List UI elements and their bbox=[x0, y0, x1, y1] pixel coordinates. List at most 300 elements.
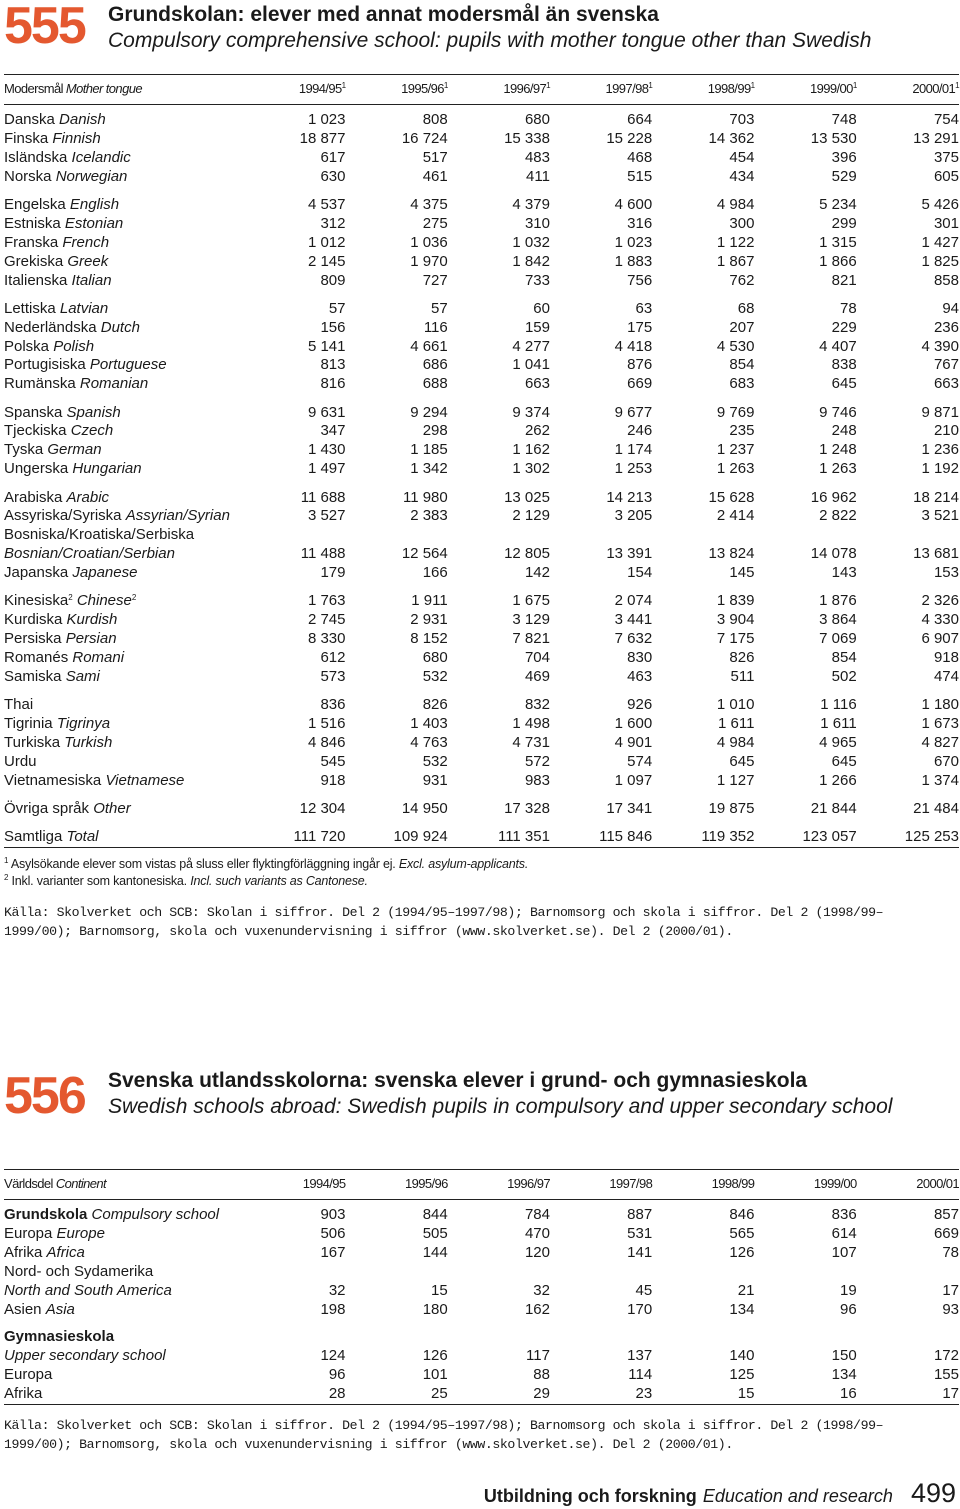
cell-value: 454 bbox=[729, 148, 755, 166]
gap-cell bbox=[4, 394, 959, 403]
row-label-en: North and South America bbox=[4, 1281, 172, 1299]
cell-value: 134 bbox=[729, 1300, 755, 1318]
row-label bbox=[4, 375, 263, 394]
footnote-marker: 1 bbox=[648, 81, 653, 91]
row-label bbox=[4, 734, 263, 753]
table-row bbox=[4, 149, 959, 168]
cell-value bbox=[448, 1328, 550, 1347]
cell-value: 126 bbox=[422, 1347, 448, 1365]
cell-value: 505 bbox=[422, 1224, 448, 1242]
cell-value: 13 025 bbox=[504, 488, 550, 506]
cell-value: 617 bbox=[320, 148, 346, 166]
row-label-sv: Europa bbox=[4, 1224, 53, 1242]
table-row bbox=[4, 753, 959, 772]
cell-value: 813 bbox=[320, 356, 346, 374]
table-row bbox=[4, 1301, 959, 1320]
row-label-en: Latvian bbox=[59, 299, 109, 317]
cell-value: 836 bbox=[831, 1206, 857, 1223]
cell-value: 515 bbox=[627, 167, 653, 185]
table-row bbox=[4, 772, 959, 791]
year-label: 1994/95 bbox=[298, 81, 342, 97]
table-row bbox=[4, 196, 959, 215]
cell-value: 1 185 bbox=[410, 441, 448, 459]
cell-value: 686 bbox=[422, 356, 448, 374]
cell-value bbox=[346, 1263, 448, 1282]
gap-cell bbox=[4, 1319, 959, 1328]
row-label bbox=[4, 130, 263, 149]
cell-value: 4 661 bbox=[410, 337, 448, 355]
footer-section-en: Education and research bbox=[702, 1486, 893, 1506]
cell-value: 45 bbox=[635, 1281, 653, 1299]
row-label-en: Estonian bbox=[64, 214, 124, 232]
row-label-sv: Italienska bbox=[4, 271, 68, 289]
cell-value: 32 bbox=[533, 1281, 550, 1299]
cell-value: 13 824 bbox=[708, 545, 755, 563]
cell-value: 9 746 bbox=[819, 403, 857, 421]
cell-value: 4 901 bbox=[614, 733, 653, 751]
cell-value: 4 390 bbox=[921, 337, 959, 355]
row-label-sv: Vietnamesiska bbox=[4, 771, 102, 789]
row-label-sv: Japanska bbox=[4, 564, 69, 582]
cell-value: 463 bbox=[627, 667, 653, 685]
table-title-en: Swedish schools abroad: Swedish pupils in compulsory and upper secondary school bbox=[108, 1095, 893, 1118]
cell-value: 18 214 bbox=[913, 488, 959, 506]
cell-value: 434 bbox=[729, 167, 755, 185]
cell-value: 4 827 bbox=[921, 733, 959, 751]
table-row bbox=[4, 668, 959, 687]
footnote-marker: 1 bbox=[852, 81, 857, 91]
cell-value: 748 bbox=[831, 111, 857, 128]
row-label bbox=[4, 111, 263, 130]
column-header-year bbox=[652, 75, 754, 105]
cell-value: 123 057 bbox=[754, 828, 856, 847]
table-row bbox=[4, 272, 959, 291]
table-row bbox=[4, 1263, 959, 1282]
cell-value: 78 bbox=[839, 299, 857, 317]
cell-value bbox=[448, 1263, 550, 1282]
row-label-sv: Polska bbox=[4, 337, 50, 355]
cell-value: 310 bbox=[524, 214, 550, 232]
cell-value: 532 bbox=[422, 667, 448, 685]
page-number: 499 bbox=[910, 1478, 956, 1508]
cell-value: 565 bbox=[729, 1224, 755, 1242]
cell-value: 7 175 bbox=[716, 630, 755, 648]
cell-value: 57 bbox=[328, 299, 346, 317]
row-label-sv: Asien bbox=[4, 1300, 42, 1318]
cell-value: 4 407 bbox=[819, 337, 857, 355]
row-label bbox=[4, 1206, 263, 1225]
cell-value: 1 763 bbox=[307, 592, 346, 610]
row-label-sv: Tyska bbox=[4, 441, 44, 459]
column-label-sv: Världsdel bbox=[4, 1176, 53, 1192]
row-label bbox=[4, 338, 263, 357]
cell-value: 2 074 bbox=[614, 592, 653, 610]
cell-value: 727 bbox=[422, 271, 448, 289]
cell-value: 2 383 bbox=[410, 507, 448, 525]
cell-value bbox=[550, 526, 652, 545]
cell-value bbox=[857, 526, 959, 545]
cell-value: 1 012 bbox=[307, 233, 346, 251]
cell-value: 125 253 bbox=[857, 828, 959, 847]
row-label-en: Dutch bbox=[100, 318, 140, 336]
cell-value: 1 876 bbox=[819, 592, 857, 610]
row-label-sv: Övriga språk bbox=[4, 799, 90, 817]
cell-value: 4 537 bbox=[307, 195, 346, 213]
row-gap bbox=[4, 791, 959, 800]
cell-value: 60 bbox=[533, 299, 550, 317]
cell-value: 262 bbox=[524, 422, 550, 440]
cell-value: 733 bbox=[524, 271, 550, 289]
table-title-sv: Svenska utlandsskolorna: svenska elever i grund- och gymnasieskola bbox=[108, 1069, 808, 1092]
row-label-sv: Arabiska bbox=[4, 488, 63, 506]
gap-cell bbox=[4, 583, 959, 592]
cell-value: 13 391 bbox=[606, 545, 653, 563]
row-label bbox=[4, 422, 263, 441]
cell-value: 4 418 bbox=[614, 337, 653, 355]
cell-value: 21 484 bbox=[913, 799, 959, 817]
cell-value: 704 bbox=[524, 649, 550, 667]
cell-value: 4 984 bbox=[716, 733, 755, 751]
row-gap bbox=[4, 583, 959, 592]
row-label-en: Assyrian/Syrian bbox=[125, 507, 230, 525]
cell-value: 529 bbox=[831, 167, 857, 185]
cell-value: 96 bbox=[839, 1300, 857, 1318]
table-row bbox=[4, 404, 959, 423]
cell-value: 116 bbox=[423, 318, 448, 336]
cell-value: 15 628 bbox=[708, 488, 755, 506]
year-label: 1994/95 bbox=[302, 1176, 346, 1192]
cell-value: 1 497 bbox=[307, 460, 346, 478]
cell-value: 9 294 bbox=[410, 403, 448, 421]
cell-value: 88 bbox=[533, 1366, 550, 1384]
cell-value: 12 304 bbox=[299, 799, 346, 817]
table-556 bbox=[4, 1169, 959, 1405]
cell-value: 3 904 bbox=[716, 611, 755, 629]
cell-value: 531 bbox=[627, 1224, 653, 1242]
row-label bbox=[4, 1225, 263, 1244]
row-label-sv: Afrika bbox=[4, 1385, 43, 1403]
cell-value: 844 bbox=[422, 1206, 448, 1223]
cell-value: 7 069 bbox=[819, 630, 857, 648]
cell-value: 9 631 bbox=[307, 403, 346, 421]
table-556-heading bbox=[4, 1067, 908, 1125]
cell-value: 298 bbox=[422, 422, 448, 440]
cell-value: 246 bbox=[627, 422, 653, 440]
column-header-year bbox=[448, 75, 550, 105]
cell-value bbox=[346, 1328, 448, 1347]
row-label bbox=[4, 168, 263, 187]
table-header bbox=[4, 75, 959, 105]
cell-value: 2 145 bbox=[307, 252, 346, 270]
cell-value: 111 720 bbox=[263, 828, 346, 847]
cell-value: 836 bbox=[320, 696, 346, 714]
cell-value: 612 bbox=[320, 649, 346, 667]
row-label bbox=[4, 715, 263, 734]
column-header-label bbox=[4, 1170, 263, 1200]
row-label-sv: Samiska bbox=[4, 667, 62, 685]
row-label-sv: Ungerska bbox=[4, 460, 69, 478]
column-label-en: Continent bbox=[55, 1176, 107, 1192]
row-label bbox=[4, 507, 263, 526]
source-note-555: Källa: Skolverket och SCB: Skolan i siffror. Del 2 (1994/95–1997/98); Barnomsorg och skola i siffror. Del 2 (1998/99–1999/00); Barnomsorg, skola och vuxenundervisning i siffror (www.skolverket.se). Del 2 (2000/01). bbox=[4, 905, 884, 939]
cell-value: 669 bbox=[933, 1224, 959, 1242]
cell-value: 2 745 bbox=[307, 611, 346, 629]
cell-value: 137 bbox=[627, 1347, 653, 1365]
row-label-sv: Estniska bbox=[4, 214, 61, 232]
cell-value bbox=[346, 526, 448, 545]
table-row bbox=[4, 338, 959, 357]
cell-value: 1 236 bbox=[921, 441, 959, 459]
row-label-sv: Tjeckiska bbox=[4, 422, 67, 440]
cell-value: 854 bbox=[831, 649, 857, 667]
cell-value: 4 984 bbox=[716, 195, 755, 213]
cell-value bbox=[263, 526, 346, 545]
row-label-en: Africa bbox=[46, 1243, 85, 1261]
cell-value: 1 498 bbox=[512, 715, 550, 733]
cell-value: 9 374 bbox=[512, 403, 550, 421]
cell-value: 1 023 bbox=[307, 111, 346, 128]
row-label-sv: Afrika bbox=[4, 1243, 43, 1261]
column-label-en: Mother tongue bbox=[65, 81, 142, 97]
cell-value: 857 bbox=[933, 1206, 959, 1223]
row-label-en: Total bbox=[66, 828, 99, 846]
gap-cell bbox=[4, 479, 959, 488]
cell-value: 469 bbox=[524, 667, 550, 685]
cell-value: 68 bbox=[737, 299, 755, 317]
cell-value: 316 bbox=[627, 214, 653, 232]
cell-value: 1 192 bbox=[921, 460, 959, 478]
row-label-en: Portuguese bbox=[89, 356, 167, 374]
cell-value: 3 864 bbox=[819, 611, 857, 629]
row-label-sv: Thai bbox=[4, 696, 34, 714]
year-label: 1999/00 bbox=[810, 81, 853, 97]
row-label-en: Asia bbox=[45, 1300, 75, 1318]
row-gap bbox=[4, 187, 959, 196]
cell-value: 545 bbox=[320, 752, 346, 770]
row-label bbox=[4, 1347, 263, 1366]
cell-value: 117 bbox=[526, 1347, 550, 1365]
cell-value: 683 bbox=[729, 375, 755, 393]
column-header-year bbox=[550, 1170, 652, 1200]
cell-value: 156 bbox=[320, 318, 346, 336]
cell-value: 15 bbox=[652, 1385, 754, 1404]
cell-value: 8 330 bbox=[307, 630, 346, 648]
footnote-marker: 1 bbox=[750, 81, 755, 91]
cell-value: 299 bbox=[831, 214, 857, 232]
row-label-sv: Isländska bbox=[4, 148, 68, 166]
cell-value: 14 950 bbox=[401, 799, 448, 817]
row-label-sv: Urdu bbox=[4, 752, 37, 770]
cell-value: 94 bbox=[942, 299, 959, 317]
cell-value: 1 866 bbox=[819, 252, 857, 270]
cell-value: 574 bbox=[627, 752, 653, 770]
cell-value: 172 bbox=[933, 1347, 959, 1365]
cell-value: 832 bbox=[524, 696, 550, 714]
table-row bbox=[4, 564, 959, 583]
cell-value: 1 911 bbox=[411, 592, 448, 610]
cell-value: 14 362 bbox=[708, 129, 755, 147]
cell-value: 474 bbox=[933, 667, 959, 685]
cell-value: 1 266 bbox=[819, 771, 857, 789]
row-label bbox=[4, 1263, 263, 1282]
cell-value: 830 bbox=[627, 649, 653, 667]
cell-value: 124 bbox=[320, 1347, 346, 1365]
column-header-year bbox=[550, 75, 652, 105]
cell-value: 140 bbox=[729, 1347, 755, 1365]
cell-value: 17 bbox=[942, 1281, 959, 1299]
row-label bbox=[4, 253, 263, 272]
column-header-label bbox=[4, 75, 263, 105]
cell-value: 125 bbox=[729, 1366, 755, 1384]
column-header-year bbox=[652, 1170, 754, 1200]
year-label: 2000/01 bbox=[916, 1176, 959, 1192]
cell-value: 2 414 bbox=[716, 507, 755, 525]
cell-value bbox=[448, 526, 550, 545]
row-label bbox=[4, 611, 263, 630]
cell-value: 144 bbox=[422, 1243, 448, 1261]
row-label bbox=[4, 800, 263, 819]
row-gap bbox=[4, 479, 959, 488]
cell-value: 1 041 bbox=[512, 356, 550, 374]
cell-value: 903 bbox=[320, 1206, 346, 1223]
row-label-sv: Samtliga bbox=[4, 828, 63, 846]
column-label-sv: Modersmål bbox=[4, 81, 63, 97]
row-label-en: Romani bbox=[72, 649, 125, 667]
gap-cell bbox=[4, 791, 959, 800]
row-label-sv: Romanés bbox=[4, 649, 69, 667]
cell-value: 14 213 bbox=[606, 488, 653, 506]
cell-value: 1 883 bbox=[614, 252, 653, 270]
cell-value: 663 bbox=[524, 375, 550, 393]
row-label bbox=[4, 489, 263, 508]
row-label-sv: Turkiska bbox=[4, 733, 61, 751]
cell-value bbox=[754, 526, 856, 545]
cell-value: 248 bbox=[831, 422, 857, 440]
table-555-heading bbox=[4, 0, 871, 54]
cell-value: 198 bbox=[320, 1300, 346, 1318]
row-label-en: Czech bbox=[70, 422, 114, 440]
cell-value: 32 bbox=[328, 1281, 346, 1299]
cell-value: 664 bbox=[627, 111, 653, 128]
cell-value: 159 bbox=[524, 318, 550, 336]
cell-value: 145 bbox=[729, 564, 755, 582]
row-label bbox=[4, 149, 263, 168]
row-label bbox=[4, 1244, 263, 1263]
table-row bbox=[4, 460, 959, 479]
cell-value: 808 bbox=[422, 111, 448, 128]
row-gap bbox=[4, 290, 959, 299]
table-row bbox=[4, 526, 959, 545]
cell-value: 614 bbox=[831, 1224, 857, 1242]
year-label: 1997/98 bbox=[609, 1176, 653, 1192]
cell-value: 1 374 bbox=[921, 771, 959, 789]
row-label bbox=[4, 441, 263, 460]
row-label-sv: Engelska bbox=[4, 195, 66, 213]
cell-value: 1 097 bbox=[614, 771, 653, 789]
cell-value: 13 291 bbox=[913, 129, 959, 147]
cell-value: 838 bbox=[831, 356, 857, 374]
cell-value: 1 237 bbox=[716, 441, 755, 459]
row-label bbox=[4, 319, 263, 338]
year-label: 1998/99 bbox=[711, 1176, 755, 1192]
table-row bbox=[4, 649, 959, 668]
row-label-sv: Grekiska bbox=[4, 252, 64, 270]
table-row bbox=[4, 592, 959, 611]
column-header-year bbox=[263, 1170, 346, 1200]
cell-value: 502 bbox=[831, 667, 857, 685]
row-label bbox=[4, 1282, 263, 1301]
cell-value: 1 174 bbox=[614, 441, 653, 459]
cell-value: 2 326 bbox=[921, 592, 959, 610]
footnote-2: $^2$ Inkl. varianter som kantonesiska. Incl. such variants as Cantonese. bbox=[4, 873, 368, 888]
cell-value: 1 036 bbox=[410, 233, 448, 251]
table-row bbox=[4, 1282, 959, 1301]
column-header-year bbox=[263, 75, 346, 105]
cell-value: 301 bbox=[933, 214, 959, 232]
row-label-en: Europe bbox=[56, 1224, 105, 1242]
cell-value: 4 330 bbox=[921, 611, 959, 629]
cell-value: 1 032 bbox=[512, 233, 550, 251]
table-row bbox=[4, 489, 959, 508]
cell-value: 663 bbox=[933, 375, 959, 393]
cell-value: 645 bbox=[831, 752, 857, 770]
cell-value: 517 bbox=[422, 148, 448, 166]
cell-value: 15 338 bbox=[504, 129, 550, 147]
footnote-marker: 2 bbox=[68, 593, 73, 603]
cell-value: 19 bbox=[839, 1281, 857, 1299]
table-row bbox=[4, 1244, 959, 1263]
cell-value: 96 bbox=[328, 1366, 346, 1384]
row-label-en: Danish bbox=[59, 111, 106, 128]
cell-value: 275 bbox=[422, 214, 448, 232]
table-row bbox=[4, 130, 959, 149]
cell-value: 14 078 bbox=[810, 545, 857, 563]
cell-value: 1 302 bbox=[512, 460, 550, 478]
cell-value: 7 821 bbox=[512, 630, 550, 648]
cell-value: 573 bbox=[320, 667, 346, 685]
row-label-en: Finnish bbox=[52, 129, 101, 147]
cell-value: 470 bbox=[524, 1224, 550, 1242]
cell-value bbox=[857, 1263, 959, 1282]
row-gap bbox=[4, 819, 959, 828]
row-label bbox=[4, 1385, 263, 1404]
cell-value: 3 441 bbox=[614, 611, 653, 629]
cell-value: 1 180 bbox=[921, 696, 959, 714]
table-row bbox=[4, 715, 959, 734]
table-row bbox=[4, 734, 959, 753]
cell-value: 461 bbox=[422, 167, 448, 185]
cell-value: 15 bbox=[431, 1281, 448, 1299]
table-row bbox=[4, 1366, 959, 1385]
cell-value: 57 bbox=[431, 299, 448, 317]
row-label bbox=[4, 404, 263, 423]
cell-value: 4 277 bbox=[512, 337, 550, 355]
cell-value: 468 bbox=[627, 148, 653, 166]
cell-value: 13 530 bbox=[810, 129, 857, 147]
cell-value: 816 bbox=[320, 375, 346, 393]
year-label: 2000/01 bbox=[912, 81, 956, 97]
cell-value: 111 351 bbox=[448, 828, 550, 847]
cell-value: 876 bbox=[627, 356, 653, 374]
cell-value: 154 bbox=[627, 564, 653, 582]
cell-value bbox=[550, 1328, 652, 1347]
row-label bbox=[4, 564, 263, 583]
table-row bbox=[4, 422, 959, 441]
row-label-en: Bosnian/Croatian/Serbian bbox=[4, 545, 175, 563]
table-row bbox=[4, 300, 959, 319]
column-header-year bbox=[346, 75, 448, 105]
cell-value: 120 bbox=[524, 1243, 550, 1261]
